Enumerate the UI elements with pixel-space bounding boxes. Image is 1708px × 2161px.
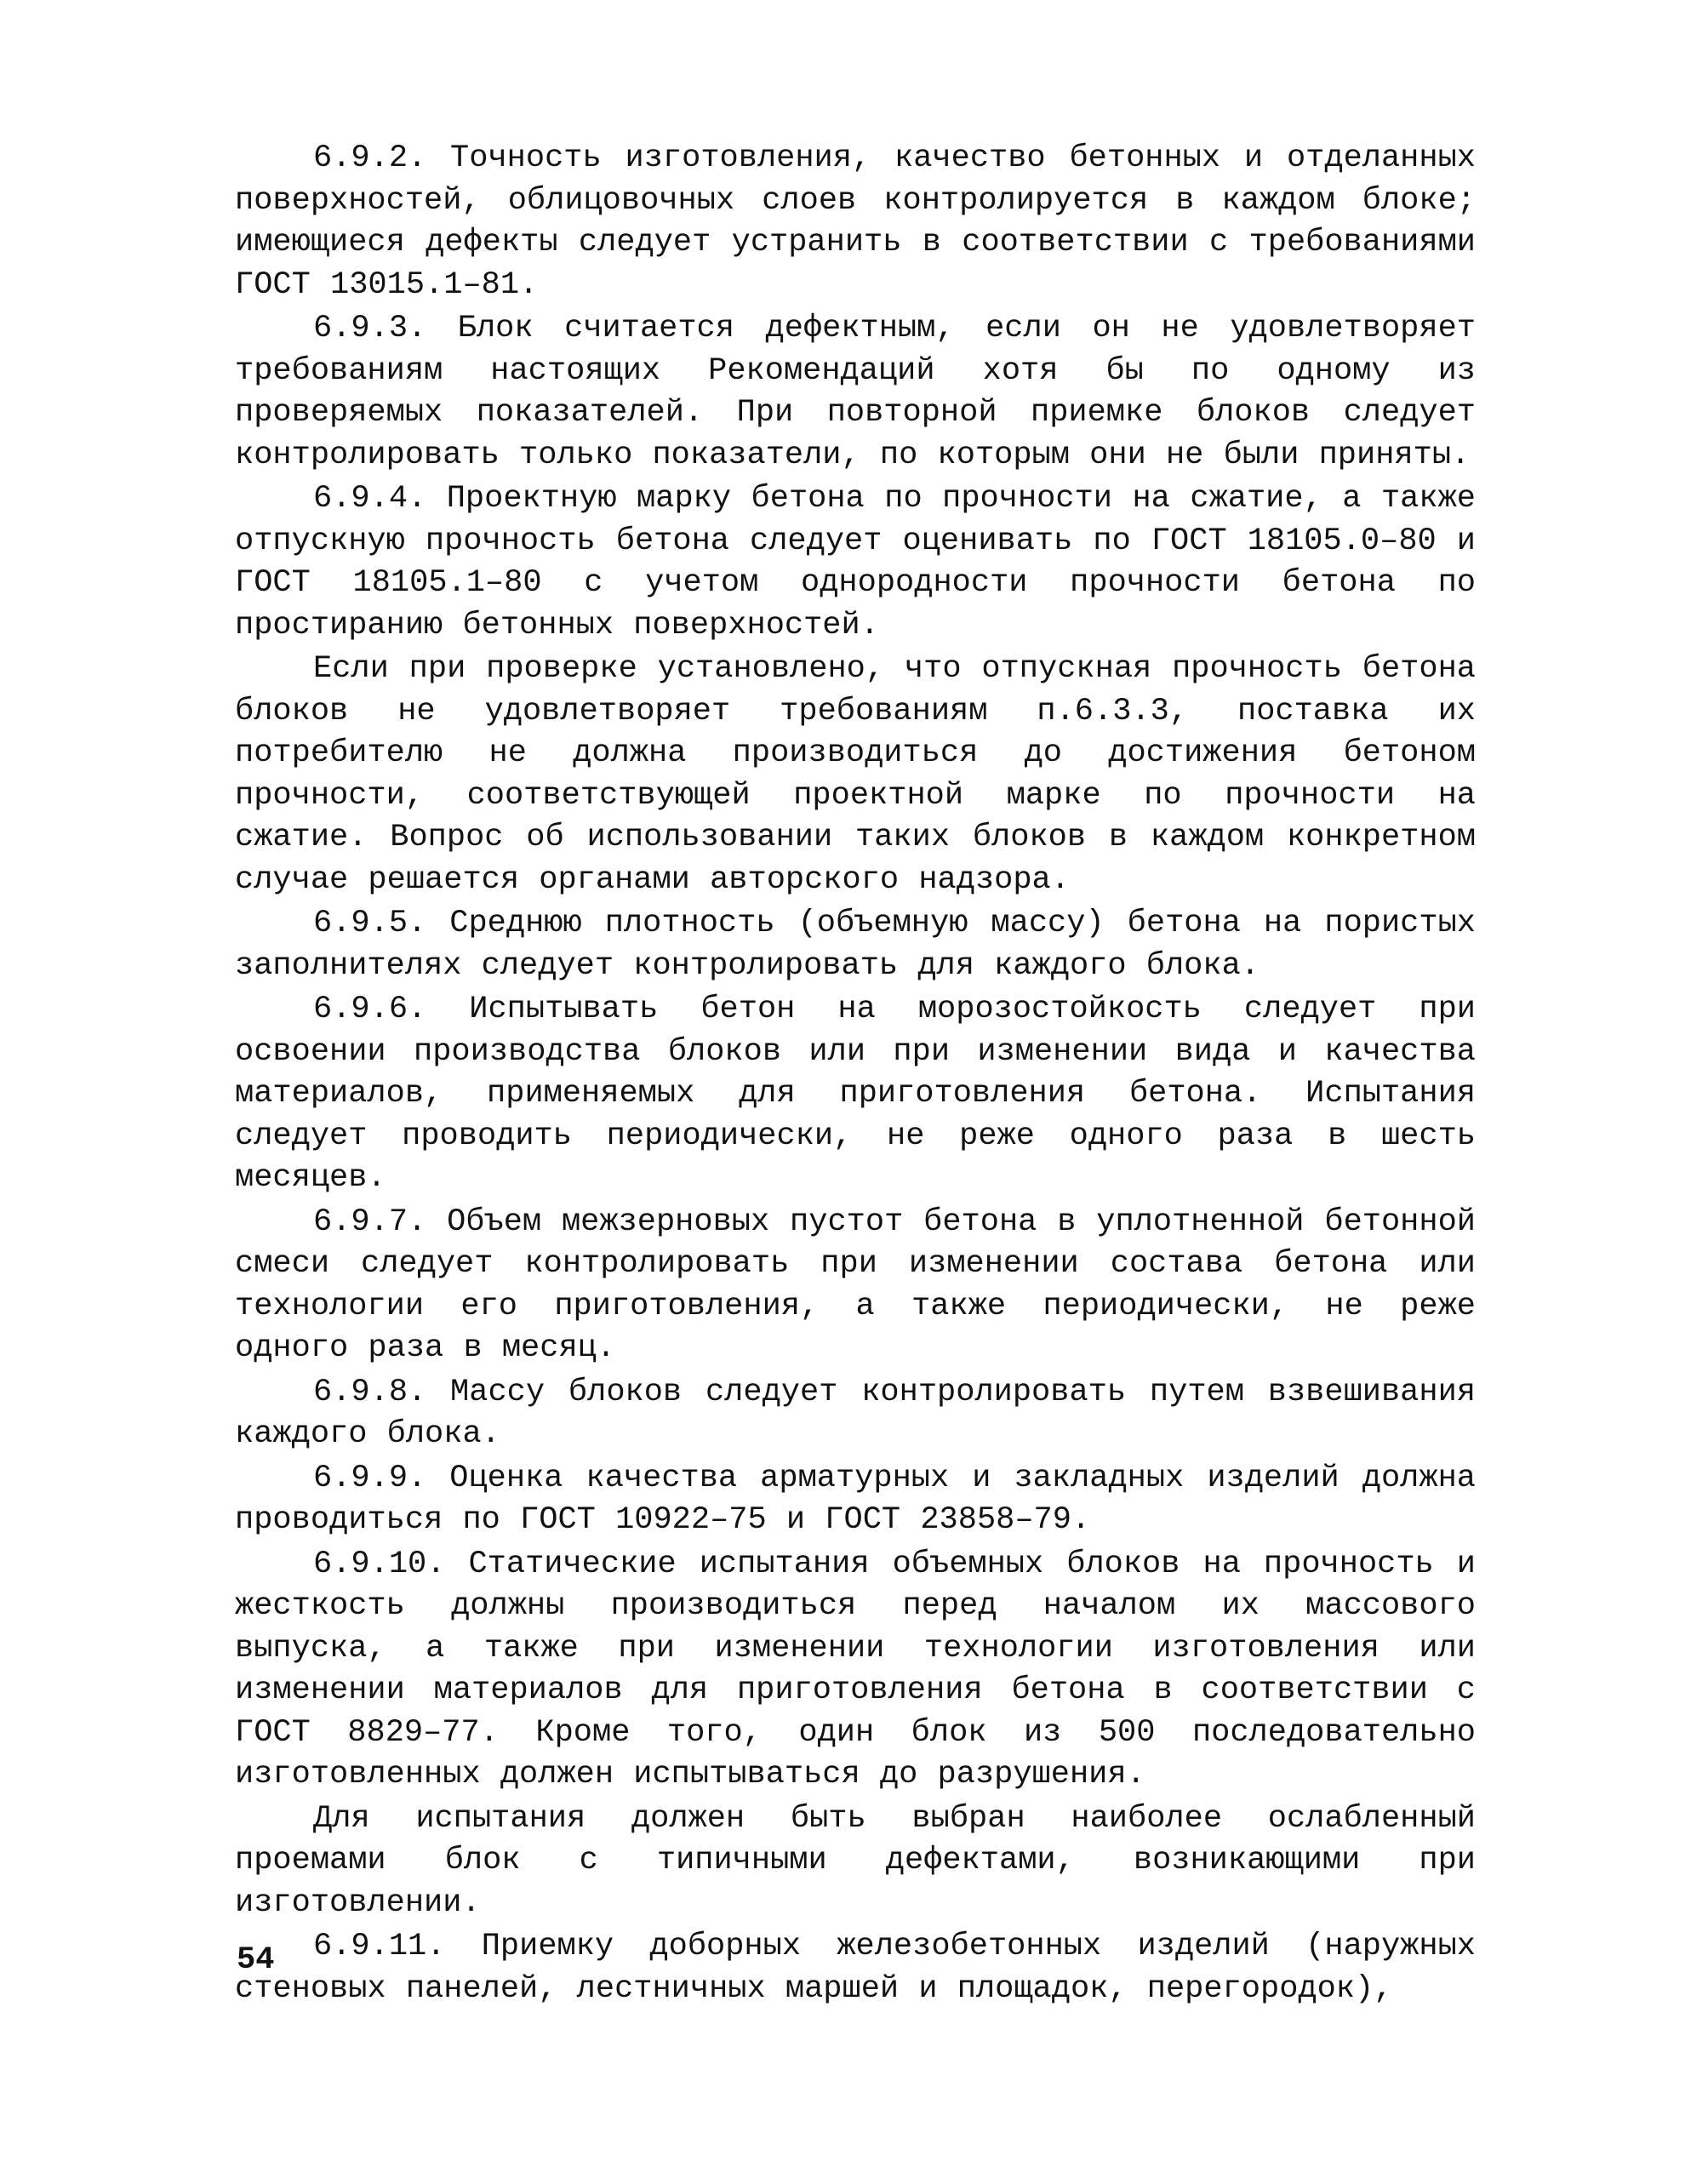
paragraph-6-9-2: 6.9.2. Точность изготовления, качество бетонных и отделанных поверхностей, облицовочных слоев контролируется в каждом блоке; имеющиеся дефекты следует устранить в соответствии с требованиями ГОСТ 13015.1–81. [235,140,1476,303]
body-text [235,138,1476,2010]
paragraph-6-9-6: 6.9.6. Испытывать бетон на морозостойкость следует при освоении производства блоков или при изменении вида и качества материалов, применяемых для приготовления бетона. Испытания следует проводить периодически, не реже одного раза в шесть месяцев. [235,992,1476,1196]
paragraph-6-9-5: 6.9.5. Среднюю плотность (объемную массу) бетона на пористых заполнителях следует контролировать для каждого блока. [235,906,1476,984]
paragraph-6-9-7: 6.9.7. Объем межзерновых пустот бетона в уплотненной бетонной смеси следует контролировать при изменении состава бетона или технологии его приготовления, а также периодически, не реже одного раза в месяц. [235,1203,1476,1366]
paragraph-6-9-4-continued: Если при проверке установлено, что отпускная прочность бетона блоков не удовлетворяет требованиям п.6.3.3, поставка их потребителю не должна производиться до достижения бетоном прочности, соответствующей проектной марке по прочности на сжатие. Вопрос об использовании таких блоков в каждом конкретном случае решается органами авторского надзора. [235,651,1476,898]
paragraph-6-9-3: 6.9.3. Блок считается дефектным, если он не удовлетворяет требованиям настоящих Рекомендаций хотя бы по одному из проверяемых показателей. При повторной приемке блоков следует контролировать только показатели, по которым они не были приняты. [235,311,1476,473]
paragraph-6-9-4: 6.9.4. Проектную марку бетона по прочности на сжатие, а также отпускную прочность бетона следует оценивать по ГОСТ 18105.0–80 и ГОСТ 18105.1–80 с учетом однородности прочности бетона по простиранию бетонных поверхностей. [235,481,1476,643]
paragraph-6-9-11: 6.9.11. Приемку доборных железобетонных изделий (наружных стеновых панелей, лестничных маршей и площадок, перегородок), [235,1929,1476,2007]
page-number: 54 [237,1942,275,1978]
paragraph-6-9-10: 6.9.10. Статические испытания объемных блоков на прочность и жесткость должны производиться перед началом их массового выпуска, а также при изменении технологии изготовления или изменении материалов для приготовления бетона в соответствии с ГОСТ 8829–77. Кроме того, один блок из 500 последовательно изготовленных должен испытываться до разрушения. [235,1546,1476,1792]
paragraph-6-9-8: 6.9.8. Массу блоков следует контролировать путем взвешивания каждого блока. [235,1374,1476,1452]
paragraph-6-9-9: 6.9.9. Оценка качества арматурных и закладных изделий должна проводиться по ГОСТ 10922–75 и ГОСТ 23858–79. [235,1460,1476,1538]
paragraph-6-9-10-continued: Для испытания должен быть выбран наиболее ослабленный проемами блок с типичными дефектами, возникающими при изготовлении. [235,1800,1476,1921]
